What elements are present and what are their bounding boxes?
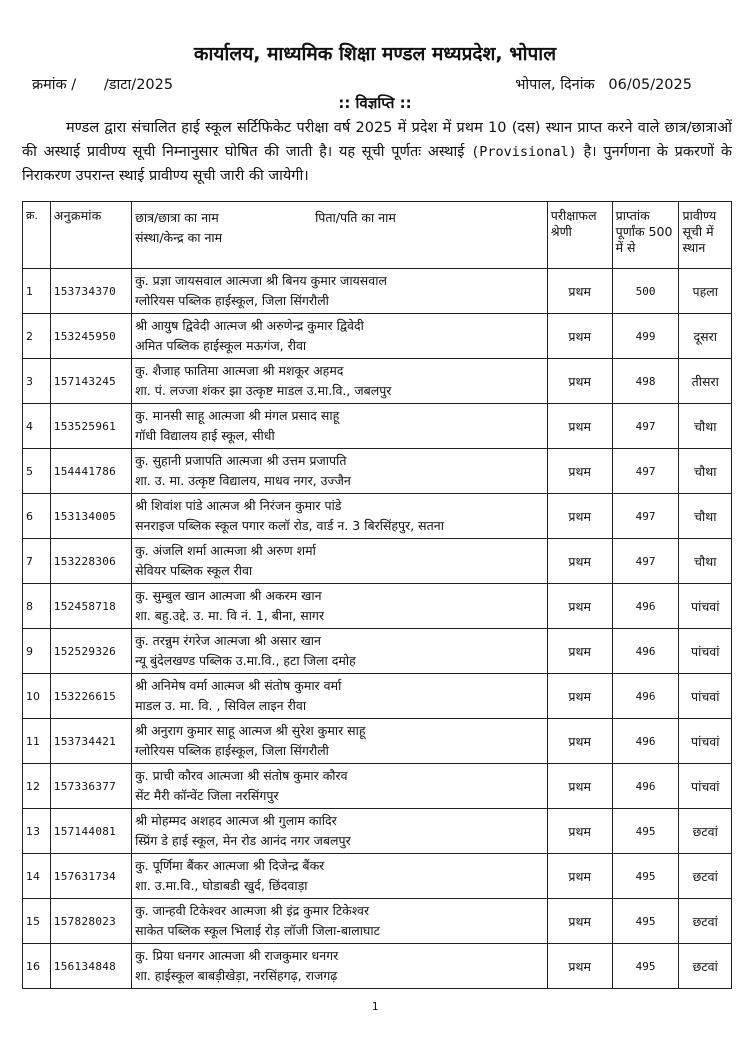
table-row — [23, 854, 732, 899]
cell-roll-number: 157143245 — [50, 359, 131, 404]
header-sn: क्र. — [23, 202, 51, 269]
header-school: संस्था/केन्द्र का नाम — [135, 230, 223, 245]
cell-name-school — [132, 269, 548, 314]
student-name: कु. प्रिया धनगर आत्मजा श्री राजकुमार धनगर — [135, 948, 339, 963]
cell-marks: 495 — [612, 944, 679, 989]
cell-sn: 13 — [23, 809, 51, 854]
student-name: श्री आयुष द्विवेदी आत्मज श्री अरुणेन्द्र कुमार द्विवेदी — [135, 318, 364, 333]
student-name: कु. प्रज्ञा जायसवाल आत्मजा श्री बिनय कुमार जायसवाल — [135, 273, 387, 288]
cell-rank: पांचवां — [679, 764, 732, 809]
cell-roll-number: 153134005 — [50, 494, 131, 539]
intro-paragraph — [22, 116, 732, 188]
cell-division: प्रथम — [547, 899, 612, 944]
cell-marks: 496 — [612, 764, 679, 809]
cell-name-school — [132, 719, 548, 764]
cell-rank: पांचवां — [679, 719, 732, 764]
table-row — [23, 404, 732, 449]
cell-division: प्रथम — [547, 269, 612, 314]
cell-roll-number: 153525961 — [50, 404, 131, 449]
cell-marks: 495 — [612, 854, 679, 899]
school-name: ग्लोरियस पब्लिक हाईस्कूल, जिला सिंगरौली — [135, 293, 329, 308]
cell-division: प्रथम — [547, 584, 612, 629]
school-name: ग्लोरियस पब्लिक हाईस्कूल, जिला सिंगरौली — [135, 743, 329, 758]
student-name: कु. मानसी साहू आत्मजा श्री मंगल प्रसाद साहू — [135, 408, 340, 423]
cell-sn: 2 — [23, 314, 51, 359]
cell-rank: छटवां — [679, 809, 732, 854]
cell-division: प्रथम — [547, 404, 612, 449]
student-name: श्री मोहम्मद अशहद आत्मज श्री गुलाम कादिर — [135, 813, 337, 828]
school-name: शा. हाईस्कूल बाबड़ीखेड़ा, नरसिंहगढ़, राजगढ़ — [135, 968, 338, 983]
cell-name-school — [132, 404, 548, 449]
student-name: कु. सुम्बुल खान आत्मजा श्री अकरम खान — [135, 588, 322, 603]
cell-name-school — [132, 944, 548, 989]
header-student: छात्र/छात्रा का नाम — [135, 210, 219, 225]
header-father: पिता/पति का नाम — [315, 210, 396, 225]
cell-marks: 499 — [612, 314, 679, 359]
cell-rank: दूसरा — [679, 314, 732, 359]
cell-sn: 12 — [23, 764, 51, 809]
cell-marks: 495 — [612, 809, 679, 854]
student-name: कु. पूर्णिमा बैंकर आत्मजा श्री दिजेन्द्र बैंकर — [135, 858, 325, 873]
cell-name-school — [132, 764, 548, 809]
cell-rank: पांचवां — [679, 629, 732, 674]
school-name: न्यू बुंदेलखण्ड पब्लिक उ.मा.वि., हटा जिला दमोह — [135, 653, 356, 668]
school-name: शा. उ.मा.वि., घोडाबडी खुर्द, छिंदवाड़ा — [135, 878, 308, 893]
cell-division: प्रथम — [547, 359, 612, 404]
cell-rank: पांचवां — [679, 584, 732, 629]
cell-division: प्रथम — [547, 314, 612, 359]
cell-sn: 10 — [23, 674, 51, 719]
student-name: कु. तरन्नुम रंगरेज आत्मजा श्री असार खान — [135, 633, 321, 648]
cell-sn: 14 — [23, 854, 51, 899]
student-name: कु. अंजलि शर्मा आत्मजा श्री अरुण शर्मा — [135, 543, 316, 558]
cell-marks: 496 — [612, 674, 679, 719]
cell-roll-number: 153228306 — [50, 539, 131, 584]
cell-sn: 11 — [23, 719, 51, 764]
cell-sn: 6 — [23, 494, 51, 539]
cell-name-school — [132, 494, 548, 539]
cell-division: प्रथम — [547, 494, 612, 539]
cell-sn: 1 — [23, 269, 51, 314]
cell-marks: 497 — [612, 539, 679, 584]
cell-sn: 9 — [23, 629, 51, 674]
cell-roll-number: 154441786 — [50, 449, 131, 494]
page-number: 1 — [371, 1000, 379, 1013]
table-row — [23, 449, 732, 494]
cell-name-school — [132, 854, 548, 899]
student-name: कु. प्राची कौरव आत्मजा श्री संतोष कुमार कौरव — [135, 768, 348, 783]
header-names — [132, 202, 548, 269]
school-name: स्प्रिंग डे हाई स्कूल, मेन रोड आनंद नगर जबलपुर — [135, 833, 351, 848]
cell-roll-number: 153734370 — [50, 269, 131, 314]
cell-division: प्रथम — [547, 449, 612, 494]
cell-rank: चौथा — [679, 494, 732, 539]
cell-rank: तीसरा — [679, 359, 732, 404]
cell-marks: 498 — [612, 359, 679, 404]
cell-rank: चौथा — [679, 539, 732, 584]
cell-division: प्रथम — [547, 944, 612, 989]
header-division: परीक्षाफल श्रेणी — [547, 202, 612, 269]
cell-name-school — [132, 809, 548, 854]
cell-sn: 3 — [23, 359, 51, 404]
cell-name-school — [132, 314, 548, 359]
school-name: अमित पब्लिक हाईस्कूल मऊगंज, रीवा — [135, 338, 307, 353]
cell-name-school — [132, 449, 548, 494]
header-rank: प्रावीण्य सूची में स्थान — [679, 202, 732, 269]
cell-division: प्रथम — [547, 719, 612, 764]
notice-title: :: विज्ञप्ति :: — [338, 94, 412, 112]
intro-text-part2: है। पुनर्गणना के प्रकरणों के निराकरण उपरान्त स्थाई प्रावीण्य सूची जारी की जायेगी। — [22, 144, 733, 184]
table-row — [23, 494, 732, 539]
cell-sn: 16 — [23, 944, 51, 989]
cell-sn: 7 — [23, 539, 51, 584]
table-row — [23, 809, 732, 854]
cell-roll-number: 157828023 — [50, 899, 131, 944]
cell-marks: 496 — [612, 719, 679, 764]
table-row — [23, 629, 732, 674]
cell-roll-number: 156134848 — [50, 944, 131, 989]
cell-name-school — [132, 359, 548, 404]
cell-name-school — [132, 899, 548, 944]
school-name: साकेत पब्लिक स्कूल भिलाई रोड़ लॉजी जिला-बालाघाट — [135, 923, 380, 938]
table-row — [23, 584, 732, 629]
school-name: शा. उ. मा. उत्कृष्ट विद्यालय, माधव नगर, उज्जैन — [135, 473, 351, 488]
student-name: कु. शैजाह फातिमा आत्मजा श्री मशकूर अहमद — [135, 363, 344, 378]
school-name: सनराइज पब्लिक स्कूल पगार कलॉ रोड, वार्ड न. 3 बिरसिंहपुर, सतना — [135, 518, 444, 533]
school-name: सेंट मैरी कॉन्वेंट जिला नरसिंगपुर — [135, 788, 279, 803]
table-row — [23, 539, 732, 584]
student-name: श्री शिवांश पांडे आत्मज श्री निरंजन कुमार पांडे — [135, 498, 342, 513]
cell-roll-number: 157631734 — [50, 854, 131, 899]
cell-division: प्रथम — [547, 629, 612, 674]
cell-marks: 500 — [612, 269, 679, 314]
student-name: श्री अनुराग कुमार साहू आत्मज श्री सुरेश कुमार साहू — [135, 723, 366, 738]
school-name: सेवियर पब्लिक स्कूल रीवा — [135, 563, 253, 578]
provisional-text: (Provisional) — [471, 144, 577, 160]
cell-name-school — [132, 584, 548, 629]
cell-name-school — [132, 539, 548, 584]
cell-division: प्रथम — [547, 809, 612, 854]
intro-text-part1: मण्डल द्वारा संचालित हाई स्कूल सर्टिफिकेट परीक्षा वर्ष 2025 में प्रदेश में प्रथम 10 (दस) स्थान प्राप्त करने वाले छात्र/छात्राओं की अस्थाई प्रावीण्य सूची निम्नानुसार घोषित की जाती है। यह सूची पूर्णतः अस्थाई — [22, 120, 732, 160]
cell-rank: पहला — [679, 269, 732, 314]
cell-rank: छटवां — [679, 944, 732, 989]
cell-name-school — [132, 674, 548, 719]
school-name: माडल उ. मा. वि. , सिविल लाइन रीवा — [135, 698, 307, 713]
cell-roll-number: 153245950 — [50, 314, 131, 359]
merit-list-table — [22, 201, 732, 989]
cell-sn: 4 — [23, 404, 51, 449]
document-title: कार्यालय, माध्यमिक शिक्षा मण्डल मध्यप्रदेश, भोपाल — [193, 43, 557, 65]
cell-marks: 495 — [612, 899, 679, 944]
cell-rank: पांचवां — [679, 674, 732, 719]
table-row — [23, 314, 732, 359]
reference-number: क्रमांक / /डाटा/2025 — [32, 77, 174, 93]
header-roll: अनुक्रमांक — [50, 202, 131, 269]
table-body — [23, 269, 732, 989]
cell-roll-number: 153226615 — [50, 674, 131, 719]
table-row — [23, 944, 732, 989]
student-name: कु. जान्हवी टिकेश्वर आत्मजा श्री इंद्र कुमार टिकेश्वर — [135, 903, 370, 918]
cell-name-school — [132, 629, 548, 674]
table-row — [23, 899, 732, 944]
cell-roll-number: 153734421 — [50, 719, 131, 764]
cell-division: प्रथम — [547, 854, 612, 899]
table-row — [23, 674, 732, 719]
cell-roll-number: 157144081 — [50, 809, 131, 854]
school-name: शा. पं. लज्जा शंकर झा उत्कृष्ट माडल उ.मा.वि., जबलपुर — [135, 383, 392, 398]
school-name: शा. बहु.उद्दे. उ. मा. वि नं. 1, बीना, सागर — [135, 608, 325, 623]
cell-division: प्रथम — [547, 539, 612, 584]
table-row — [23, 719, 732, 764]
cell-rank: चौथा — [679, 404, 732, 449]
cell-rank: चौथा — [679, 449, 732, 494]
school-name: गॉधी विद्यालय हाई स्कूल, सीधी — [135, 428, 275, 443]
cell-marks: 497 — [612, 449, 679, 494]
cell-sn: 8 — [23, 584, 51, 629]
cell-marks: 496 — [612, 584, 679, 629]
cell-division: प्रथम — [547, 674, 612, 719]
table-row — [23, 764, 732, 809]
cell-roll-number: 152458718 — [50, 584, 131, 629]
date-line: भोपाल, दिनांक 06/05/2025 — [515, 77, 692, 93]
cell-rank: छटवां — [679, 854, 732, 899]
cell-roll-number: 152529326 — [50, 629, 131, 674]
cell-marks: 496 — [612, 629, 679, 674]
table-row — [23, 359, 732, 404]
cell-roll-number: 157336377 — [50, 764, 131, 809]
header-marks: प्राप्तांक पूर्णांक 500 में से — [612, 202, 679, 269]
cell-sn: 15 — [23, 899, 51, 944]
student-name: कु. सुहानी प्रजापति आत्मजा श्री उत्तम प्रजापति — [135, 453, 347, 468]
cell-marks: 497 — [612, 404, 679, 449]
cell-rank: छटवां — [679, 899, 732, 944]
cell-division: प्रथम — [547, 764, 612, 809]
student-name: श्री अनिमेष वर्मा आत्मज श्री संतोष कुमार वर्मा — [135, 678, 342, 693]
table-header-row — [23, 202, 732, 269]
table-row — [23, 269, 732, 314]
cell-marks: 497 — [612, 494, 679, 539]
cell-sn: 5 — [23, 449, 51, 494]
